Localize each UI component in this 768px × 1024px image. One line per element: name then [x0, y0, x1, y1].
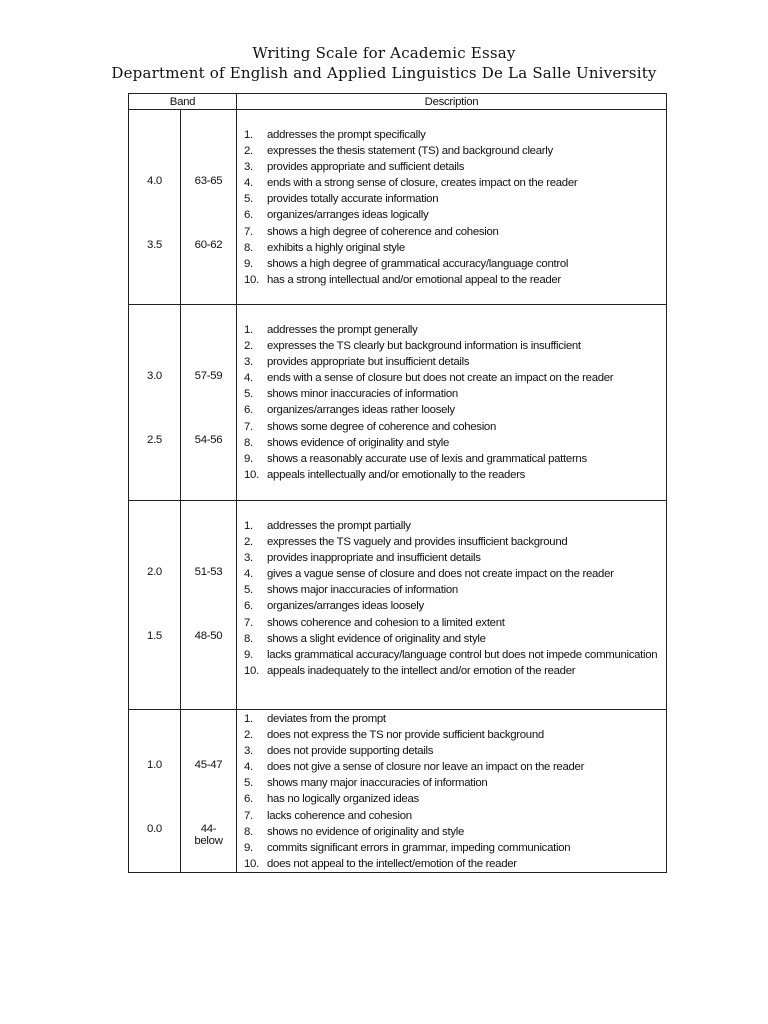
item-text: shows a high degree of coherence and cohesion [267, 225, 499, 238]
list-item [237, 615, 666, 631]
item-text: ends with a sense of closure but does not create an impact on the reader [267, 372, 614, 385]
criteria-list [237, 711, 666, 872]
list-item [237, 598, 666, 614]
item-number: 1. [244, 129, 253, 141]
item-text: lacks coherence and cohesion [267, 809, 412, 822]
item-number: 6. [244, 793, 253, 806]
list-item [237, 240, 666, 256]
item-text: addresses the prompt specifically [267, 129, 426, 141]
item-number: 8. [244, 632, 253, 645]
item-number: 3. [244, 161, 253, 174]
item-text: shows a high degree of grammatical accuracy/language control [267, 257, 569, 270]
item-number: 9. [244, 257, 253, 270]
item-number: 10. [244, 468, 259, 481]
band-score: 4.0 [147, 175, 162, 187]
item-text: organizes/arranges ideas loosely [267, 600, 424, 613]
item-text: expresses the TS vaguely and provides insufficient background [267, 536, 568, 549]
band-range-cell [181, 710, 237, 873]
item-number: 5. [244, 193, 253, 206]
item-text: does not express the TS nor provide sufficient background [267, 729, 544, 742]
list-item [237, 467, 666, 483]
description-header: Description [237, 94, 667, 110]
writing-scale-table [128, 93, 667, 873]
item-text: provides totally accurate information [267, 193, 439, 206]
band-score-cell [129, 305, 181, 501]
criteria-list [237, 322, 666, 483]
list-item [237, 322, 666, 338]
item-number: 2. [244, 729, 253, 742]
list-item [237, 402, 666, 418]
item-text: shows coherence and cohesion to a limited extent [267, 616, 505, 629]
item-number: 1. [244, 520, 253, 532]
item-number: 2. [244, 340, 253, 353]
list-item [237, 582, 666, 598]
item-number: 1. [244, 324, 253, 336]
band-range: 44- below [194, 823, 223, 847]
list-item [237, 370, 666, 386]
band-range: 60-62 [194, 239, 223, 251]
list-item [237, 224, 666, 240]
criteria-list [237, 127, 666, 288]
list-item [237, 518, 666, 534]
item-number: 6. [244, 209, 253, 222]
item-number: 2. [244, 145, 253, 158]
item-number: 5. [244, 584, 253, 597]
list-item [237, 272, 666, 288]
list-item [237, 451, 666, 467]
band-row [129, 110, 667, 305]
band-range: 48-50 [194, 630, 223, 642]
band-score-cell [129, 501, 181, 710]
list-item [237, 663, 666, 679]
item-text: shows no evidence of originality and style [267, 825, 464, 838]
item-text: has no logically organized ideas [267, 793, 419, 806]
item-number: 6. [244, 404, 253, 417]
list-item [237, 354, 666, 370]
band-range-cell [181, 305, 237, 501]
item-number: 3. [244, 552, 253, 565]
item-text: lacks grammatical accuracy/language control but does not impede communication [267, 648, 658, 661]
list-item [237, 824, 666, 840]
band-score: 1.5 [147, 630, 162, 642]
item-text: exhibits a highly original style [267, 241, 405, 254]
list-item [237, 550, 666, 566]
item-number: 7. [244, 225, 253, 238]
item-text: does not appeal to the intellect/emotion of the reader [267, 857, 517, 870]
band-range: 54-56 [194, 434, 223, 446]
item-number: 9. [244, 841, 253, 854]
item-text: shows a reasonably accurate use of lexis and grammatical patterns [267, 452, 587, 465]
list-item [237, 435, 666, 451]
list-item [237, 143, 666, 159]
item-number: 4. [244, 761, 253, 774]
item-number: 10. [244, 664, 259, 677]
band-range-cell [181, 110, 237, 305]
band-score: 1.0 [147, 759, 162, 771]
item-number: 10. [244, 857, 259, 870]
item-number: 10. [244, 273, 259, 286]
item-text: shows many major inaccuracies of information [267, 777, 488, 790]
item-text: expresses the TS clearly but background information is insufficient [267, 340, 581, 353]
item-number: 4. [244, 568, 253, 581]
list-item [237, 711, 666, 727]
band-score: 3.5 [147, 239, 162, 251]
item-number: 5. [244, 777, 253, 790]
band-range-cell [181, 501, 237, 710]
list-item [237, 631, 666, 647]
item-number: 8. [244, 241, 253, 254]
band-score-cell [129, 110, 181, 305]
item-text: shows evidence of originality and style [267, 436, 450, 449]
item-text: appeals inadequately to the intellect and/or emotion of the reader [267, 664, 576, 677]
list-item [237, 727, 666, 743]
band-row [129, 710, 667, 873]
item-text: shows major inaccuracies of information [267, 584, 458, 597]
description-cell [237, 501, 667, 710]
band-range: 63-65 [194, 175, 223, 187]
band-range: 57-59 [194, 370, 223, 382]
item-text: addresses the prompt generally [267, 324, 418, 336]
item-number: 7. [244, 420, 253, 433]
list-item [237, 419, 666, 435]
item-text: organizes/arranges ideas logically [267, 209, 429, 222]
list-item [237, 566, 666, 582]
item-number: 8. [244, 436, 253, 449]
item-number: 3. [244, 745, 253, 758]
item-number: 2. [244, 536, 253, 549]
item-text: provides appropriate and sufficient details [267, 161, 465, 174]
list-item [237, 840, 666, 856]
item-text: expresses the thesis statement (TS) and background clearly [267, 145, 553, 158]
document-title: Writing Scale for Academic Essay [252, 44, 516, 62]
list-item [237, 759, 666, 775]
item-number: 3. [244, 356, 253, 369]
list-item [237, 808, 666, 824]
band-row [129, 305, 667, 501]
item-text: shows some degree of coherence and cohesion [267, 420, 496, 433]
item-text: commits significant errors in grammar, impeding communication [267, 841, 571, 854]
item-text: shows minor inaccuracies of information [267, 388, 458, 401]
band-score-cell [129, 710, 181, 873]
band-header: Band [129, 94, 237, 110]
item-text: appeals intellectually and/or emotionally to the readers [267, 468, 526, 481]
item-text: ends with a strong sense of closure, creates impact on the reader [267, 177, 578, 190]
list-item [237, 791, 666, 807]
list-item [237, 159, 666, 175]
item-text: addresses the prompt partially [267, 520, 411, 532]
item-number: 6. [244, 600, 253, 613]
item-number: 4. [244, 177, 253, 190]
item-number: 5. [244, 388, 253, 401]
description-cell [237, 305, 667, 501]
list-item [237, 127, 666, 143]
item-text: provides appropriate but insufficient details [267, 356, 470, 369]
item-text: deviates from the prompt [267, 713, 386, 725]
item-number: 9. [244, 648, 253, 661]
list-item [237, 856, 666, 872]
list-item [237, 338, 666, 354]
list-item [237, 534, 666, 550]
item-number: 9. [244, 452, 253, 465]
band-score: 3.0 [147, 370, 162, 382]
document-subtitle: Department of English and Applied Linguistics De La Salle University [111, 64, 657, 82]
item-text: does not give a sense of closure nor leave an impact on the reader [267, 761, 585, 774]
criteria-list [237, 518, 666, 679]
table-header-row [129, 94, 667, 110]
band-score: 2.5 [147, 434, 162, 446]
band-score: 2.0 [147, 566, 162, 578]
item-number: 7. [244, 809, 253, 822]
band-row [129, 501, 667, 710]
list-item [237, 191, 666, 207]
item-text: does not provide supporting details [267, 745, 434, 758]
list-item [237, 207, 666, 223]
item-number: 7. [244, 616, 253, 629]
description-cell [237, 710, 667, 873]
list-item [237, 175, 666, 191]
list-item [237, 743, 666, 759]
list-item [237, 647, 666, 663]
item-text: shows a slight evidence of originality and style [267, 632, 486, 645]
band-range: 51-53 [194, 566, 223, 578]
band-score: 0.0 [147, 823, 162, 835]
item-text: has a strong intellectual and/or emotional appeal to the reader [267, 273, 561, 286]
band-range: 45-47 [194, 759, 223, 771]
description-cell [237, 110, 667, 305]
item-text: organizes/arranges ideas rather loosely [267, 404, 455, 417]
item-text: gives a vague sense of closure and does not create impact on the reader [267, 568, 614, 581]
item-number: 1. [244, 713, 253, 725]
list-item [237, 256, 666, 272]
list-item [237, 775, 666, 791]
item-number: 8. [244, 825, 253, 838]
item-number: 4. [244, 372, 253, 385]
list-item [237, 386, 666, 402]
item-text: provides inappropriate and insufficient details [267, 552, 481, 565]
